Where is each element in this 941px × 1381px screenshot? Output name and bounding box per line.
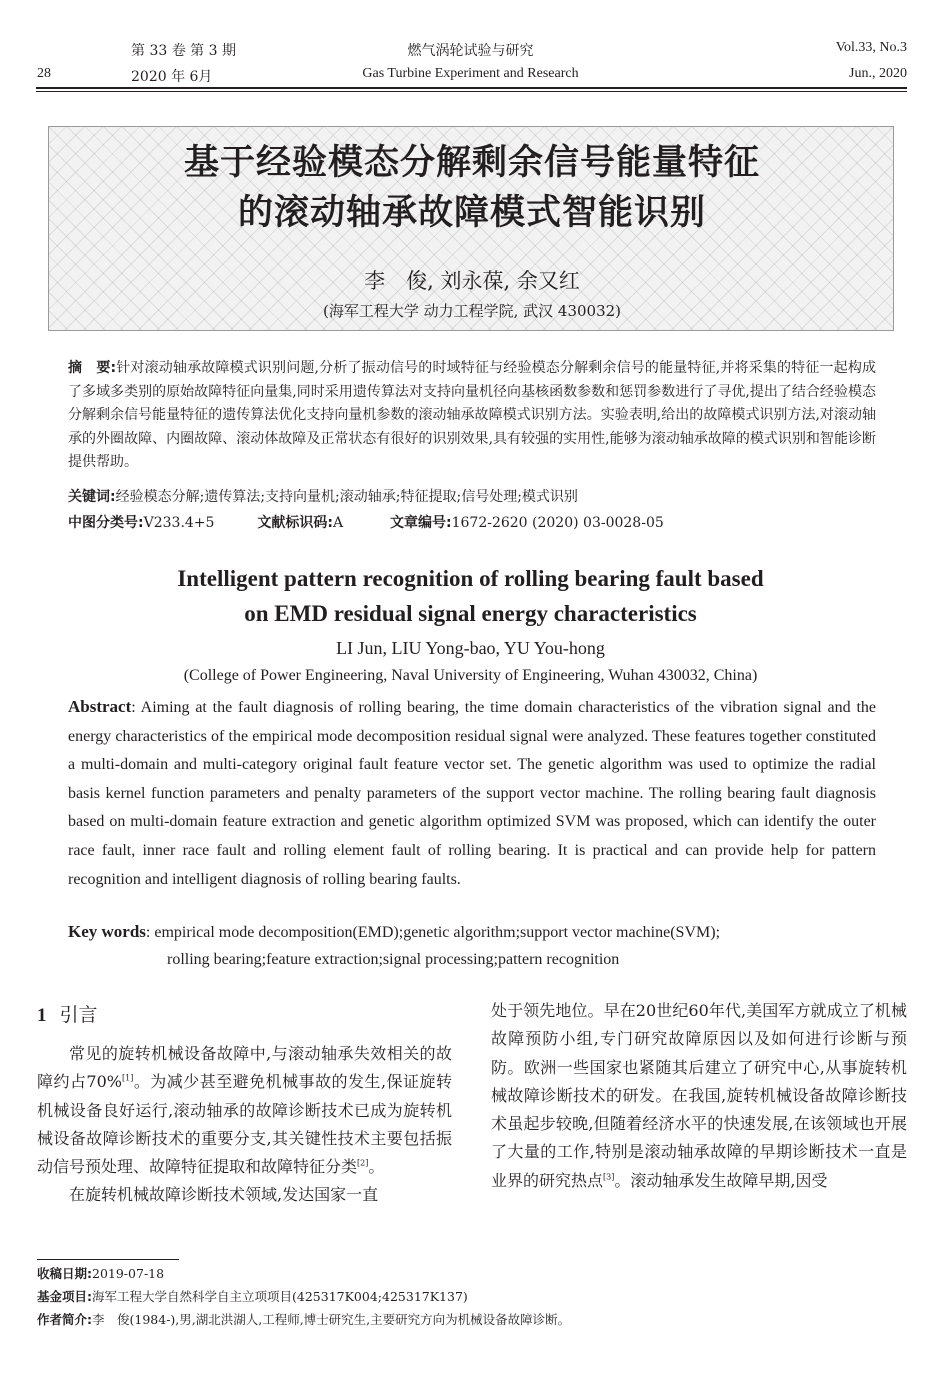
volume-cn: 第 33 卷 第 3 期 — [131, 43, 236, 59]
keywords-en-text1: empirical mode decomposition(EMD);genetic algorithm;support vector machine(SVM); — [154, 924, 721, 941]
paragraph-2: 在旋转机械故障诊断技术领域,发达国家一直 — [69, 1185, 379, 1205]
citation-1: [1] — [122, 1073, 134, 1083]
paragraph-3-part-a: 处于领先地位。早在20世纪60年代,美国军方就成立了机械故障预防小组,专门研究故障原因以及如何进行诊断与预防。欧洲一些国家也紧随其后建立了研究中心,从事旋转机械故障诊断技术的研发。在我国,旋转机械设备故障诊断技术虽起步较晚,但随着经济水平的快速发展,在该领域也开展了大量的工作,特别是滚动轴承故障的早期诊断技术一直是业界的研究热点 — [491, 1001, 907, 1190]
classification-row — [68, 512, 664, 532]
author-label: 作者简介: — [37, 1312, 92, 1327]
section1-title: 引言 — [59, 1004, 98, 1026]
header-rule-thin — [36, 91, 907, 92]
journal-name-en: Gas Turbine Experiment and Research — [362, 66, 579, 81]
keywords-en-line2: rolling bearing;feature extraction;signal processing;pattern recognition — [167, 951, 620, 968]
doc-code-value: A — [332, 515, 344, 531]
author-bio: 李 俊(1984-),男,湖北洪湖人,工程师,博士研究生,主要研究方向为机械设备故障诊断。 — [92, 1312, 571, 1327]
keywords-cn-label: 关键词: — [68, 489, 116, 505]
paragraph-1-part-a: 常见的旋转机械设备故障中,与滚动轴承失效相关的故障约占70% — [37, 1044, 452, 1092]
footnote-fund — [37, 1287, 468, 1305]
abstract-cn — [68, 357, 876, 475]
article-no-label: 文章编号: — [389, 515, 452, 531]
paragraph-3 — [491, 997, 907, 1195]
paragraph-1 — [37, 1040, 452, 1181]
journal-name-cn: 燃气涡轮试验与研究 — [407, 43, 534, 59]
title-cn-line1: 基于经验模态分解剩余信号能量特征 — [183, 143, 760, 183]
body-right-column — [491, 997, 907, 1195]
abstract-en-text: Aiming at the fault diagnosis of rolling bearing, the time domain characteristics of the vibration signal and the energy characteristics of the empirical mode decomposition residual signal were analyzed. These features together constituted a multi-domain and multi-category original fault feature vector set. The genetic algorithm was used to optimize the radial basis kernel function parameters and penalty parameters of the support vector machine. The rolling bearing fault diagnosis based on multi-domain feature extraction and genetic algorithm optimized SVM was proposed, which can identify the outer race fault, inner race fault and rolling element fault of rolling bearing. It is practical and can provide help for pattern recognition and intelligent diagnosis of rolling bearing faults. — [68, 699, 877, 888]
section1-number: 1 — [37, 1005, 47, 1026]
affiliation-en: (College of Power Engineering, Naval University of Engineering, Wuhan 430032, China) — [183, 667, 758, 684]
title-en-line1: Intelligent pattern recognition of rolling bearing fault based — [177, 566, 764, 591]
footnote-rule — [37, 1259, 179, 1260]
citation-3: [3] — [603, 1172, 615, 1182]
fund-label: 基金项目: — [37, 1289, 92, 1304]
abstract-cn-text: 针对滚动轴承故障模式识别问题,分析了振动信号的时域特征与经验模态分解剩余信号的能量特征,并将采集的特征一起构成了多域多类别的原始故障特征向量集,同时采用遗传算法对支持向量机径向基核函数参数和惩罚参数进行了寻优,提出了结合经验模态分解剩余信号能量特征的遗传算法优化支持向量机参数的滚动轴承故障模式识别方法。实验表明,给出的故障模式识别方法,对滚动轴承的外圈故障、内圈故障、滚动体故障及正常状态有很好的识别效果,具有较强的实用性,能够为滚动轴承故障的模式识别和智能诊断提供帮助。 — [68, 360, 876, 470]
article-no-value: 1672-2620 (2020) 03-0028-05 — [451, 515, 664, 531]
abstract-cn-label: 摘 要: — [68, 360, 117, 376]
keywords-cn — [68, 486, 578, 506]
title-en-line2: on EMD residual signal energy characteristics — [244, 601, 697, 626]
keywords-cn-text: 经验模态分解;遗传算法;支持向量机;滚动轴承;特征提取;信号处理;模式识别 — [115, 489, 578, 505]
paragraph-1-part-c: 。 — [368, 1157, 385, 1177]
authors-cn: 李 俊, 刘永葆, 余又红 — [364, 269, 580, 293]
footnote-received — [37, 1264, 164, 1282]
fund-text: 海军工程大学自然科学自主立项项目(425317K004;425317K137) — [92, 1289, 468, 1304]
citation-2: [2] — [357, 1158, 369, 1168]
keywords-en-label: Key words — [68, 922, 146, 941]
authors-en: LI Jun, LIU Yong-bao, YU You-hong — [336, 638, 605, 658]
affiliation-cn: (海军工程大学 动力工程学院, 武汉 430032) — [322, 302, 622, 320]
volume-en: Vol.33, No.3 — [835, 40, 907, 55]
abstract-en: Abstract: Aiming at the fault diagnosis of rolling bearing, the time domain characteristics of the vibration signal and the energy characteristics of the empirical mode decomposition residual signal were analyzed. These features together constituted a multi-domain and multi-category original fault feature vector set. The genetic algorithm was used to optimize the radial basis kernel function parameters and penalty parameters of the support vector machine. The rolling bearing fault diagnosis based on multi-domain feature extraction and genetic algorithm optimized SVM was proposed, which can identify the outer race fault, inner race fault and rolling element fault of rolling bearing. It is practical and can provide help for pattern recognition and intelligent diagnosis of rolling bearing faults. — [68, 697, 877, 888]
page-number: 28 — [37, 66, 51, 81]
received-label: 收稿日期: — [37, 1266, 92, 1281]
abstract-en-label: Abstract — [68, 697, 132, 716]
title-box — [48, 126, 894, 331]
paragraph-1-part-b: 。为减少甚至避免机械事故的发生,保证旋转机械设备良好运行,滚动轴承的故障诊断技术已成为旋转机械设备故障诊断技术的重要分支,其关键性技术主要包括振动信号预处理、故障特征提取和故障特征分类 — [37, 1072, 452, 1177]
doc-code-label: 文献标识码: — [257, 515, 333, 531]
section1-heading — [37, 1000, 98, 1027]
footnote-author — [37, 1310, 570, 1328]
paragraph-3-part-b: 。滚动轴承发生故障早期,因受 — [614, 1170, 828, 1190]
header-rule-thick — [36, 87, 907, 89]
keywords-en-line1: Key words: empirical mode decomposition(EMD);genetic algorithm;support vector machine(SVM); — [68, 922, 721, 941]
clc-value: V233.4+5 — [143, 515, 215, 531]
received-date: 2019-07-18 — [92, 1266, 165, 1281]
date-en: Jun., 2020 — [849, 66, 907, 81]
body-left-column — [37, 1040, 452, 1210]
date-cn: 2020 年 6月 — [131, 69, 213, 85]
title-cn-line2: 的滚动轴承故障模式智能识别 — [237, 193, 706, 233]
clc-label: 中图分类号: — [68, 515, 144, 531]
